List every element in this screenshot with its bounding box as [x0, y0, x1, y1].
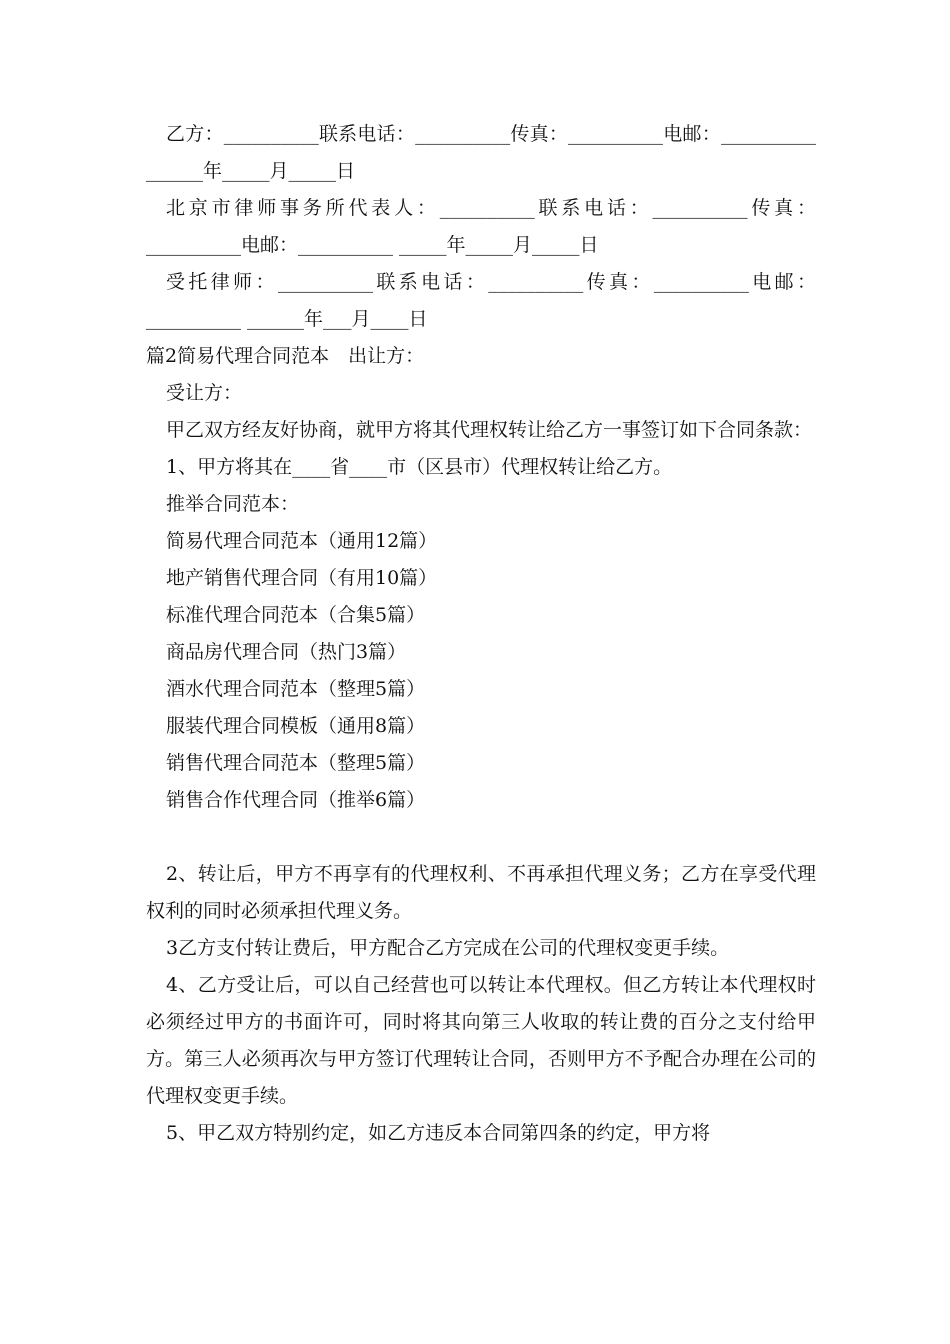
- clause-1: 1、甲方将其在____省____市（区县市）代理权转让给乙方。: [166, 456, 673, 478]
- recommended-link-4[interactable]: 商品房代理合同（热门3篇）: [166, 641, 407, 663]
- clause-5: 5、甲乙双方特别约定，如乙方违反本合同第四条的约定，甲方将: [166, 1122, 711, 1144]
- recommended-link-5[interactable]: 酒水代理合同范本（整理5篇）: [166, 678, 426, 700]
- recommended-link-6[interactable]: 服装代理合同模板（通用8篇）: [166, 715, 426, 737]
- recommended-link-8[interactable]: 销售合作代理合同（推举6篇）: [166, 789, 426, 811]
- document-body: [146, 116, 816, 1152]
- clause-3: 3乙方支付转让费后，甲方配合乙方完成在公司的代理权变更手续。: [166, 937, 730, 959]
- clause-4: 4、乙方受让后，可以自己经营也可以转让本代理权。但乙方转让本代理权时必须经过甲方的书面许可，同时将其向第三人收取的转让费的百分之支付给甲方。第三人必须再次与甲方签订代理转让合同，否则甲方不予配合办理在公司的代理权变更手续。: [146, 974, 816, 1107]
- section-heading: 篇2简易代理合同范本 出让方：: [146, 345, 425, 367]
- recommended-link-3[interactable]: 标准代理合同范本（合集5篇）: [166, 604, 426, 626]
- entrusted-lawyer-line: 受托律师：__________联系电话：__________传真：__________电邮：__________ ______年___月____日: [146, 271, 816, 330]
- transferee-line: 受让方：: [166, 382, 243, 404]
- recommended-link-1[interactable]: 简易代理合同范本（通用12篇）: [166, 530, 438, 552]
- recommended-link-7[interactable]: 销售代理合同范本（整理5篇）: [166, 752, 426, 774]
- paragraph-spacer: [146, 819, 816, 856]
- party-b-contact-line: 乙方：__________联系电话：__________传真：__________电邮：__________ ______年_____月_____日: [146, 123, 816, 182]
- preamble-paragraph: 甲乙双方经友好协商，就甲方将其代理权转让给乙方一事签订如下合同条款：: [166, 419, 813, 441]
- clause-2: 2、转让后，甲方不再享有的代理权利、不再承担代理义务；乙方在享受代理权利的同时必须承担代理义务。: [146, 863, 816, 922]
- recommended-heading: 推举合同范本：: [166, 493, 300, 515]
- beijing-law-firm-representative-line: 北京市律师事务所代表人：__________联系电话：__________传真：__________电邮：__________ _____年_____月_____日: [146, 197, 816, 256]
- recommended-link-2[interactable]: 地产销售代理合同（有用10篇）: [166, 567, 438, 589]
